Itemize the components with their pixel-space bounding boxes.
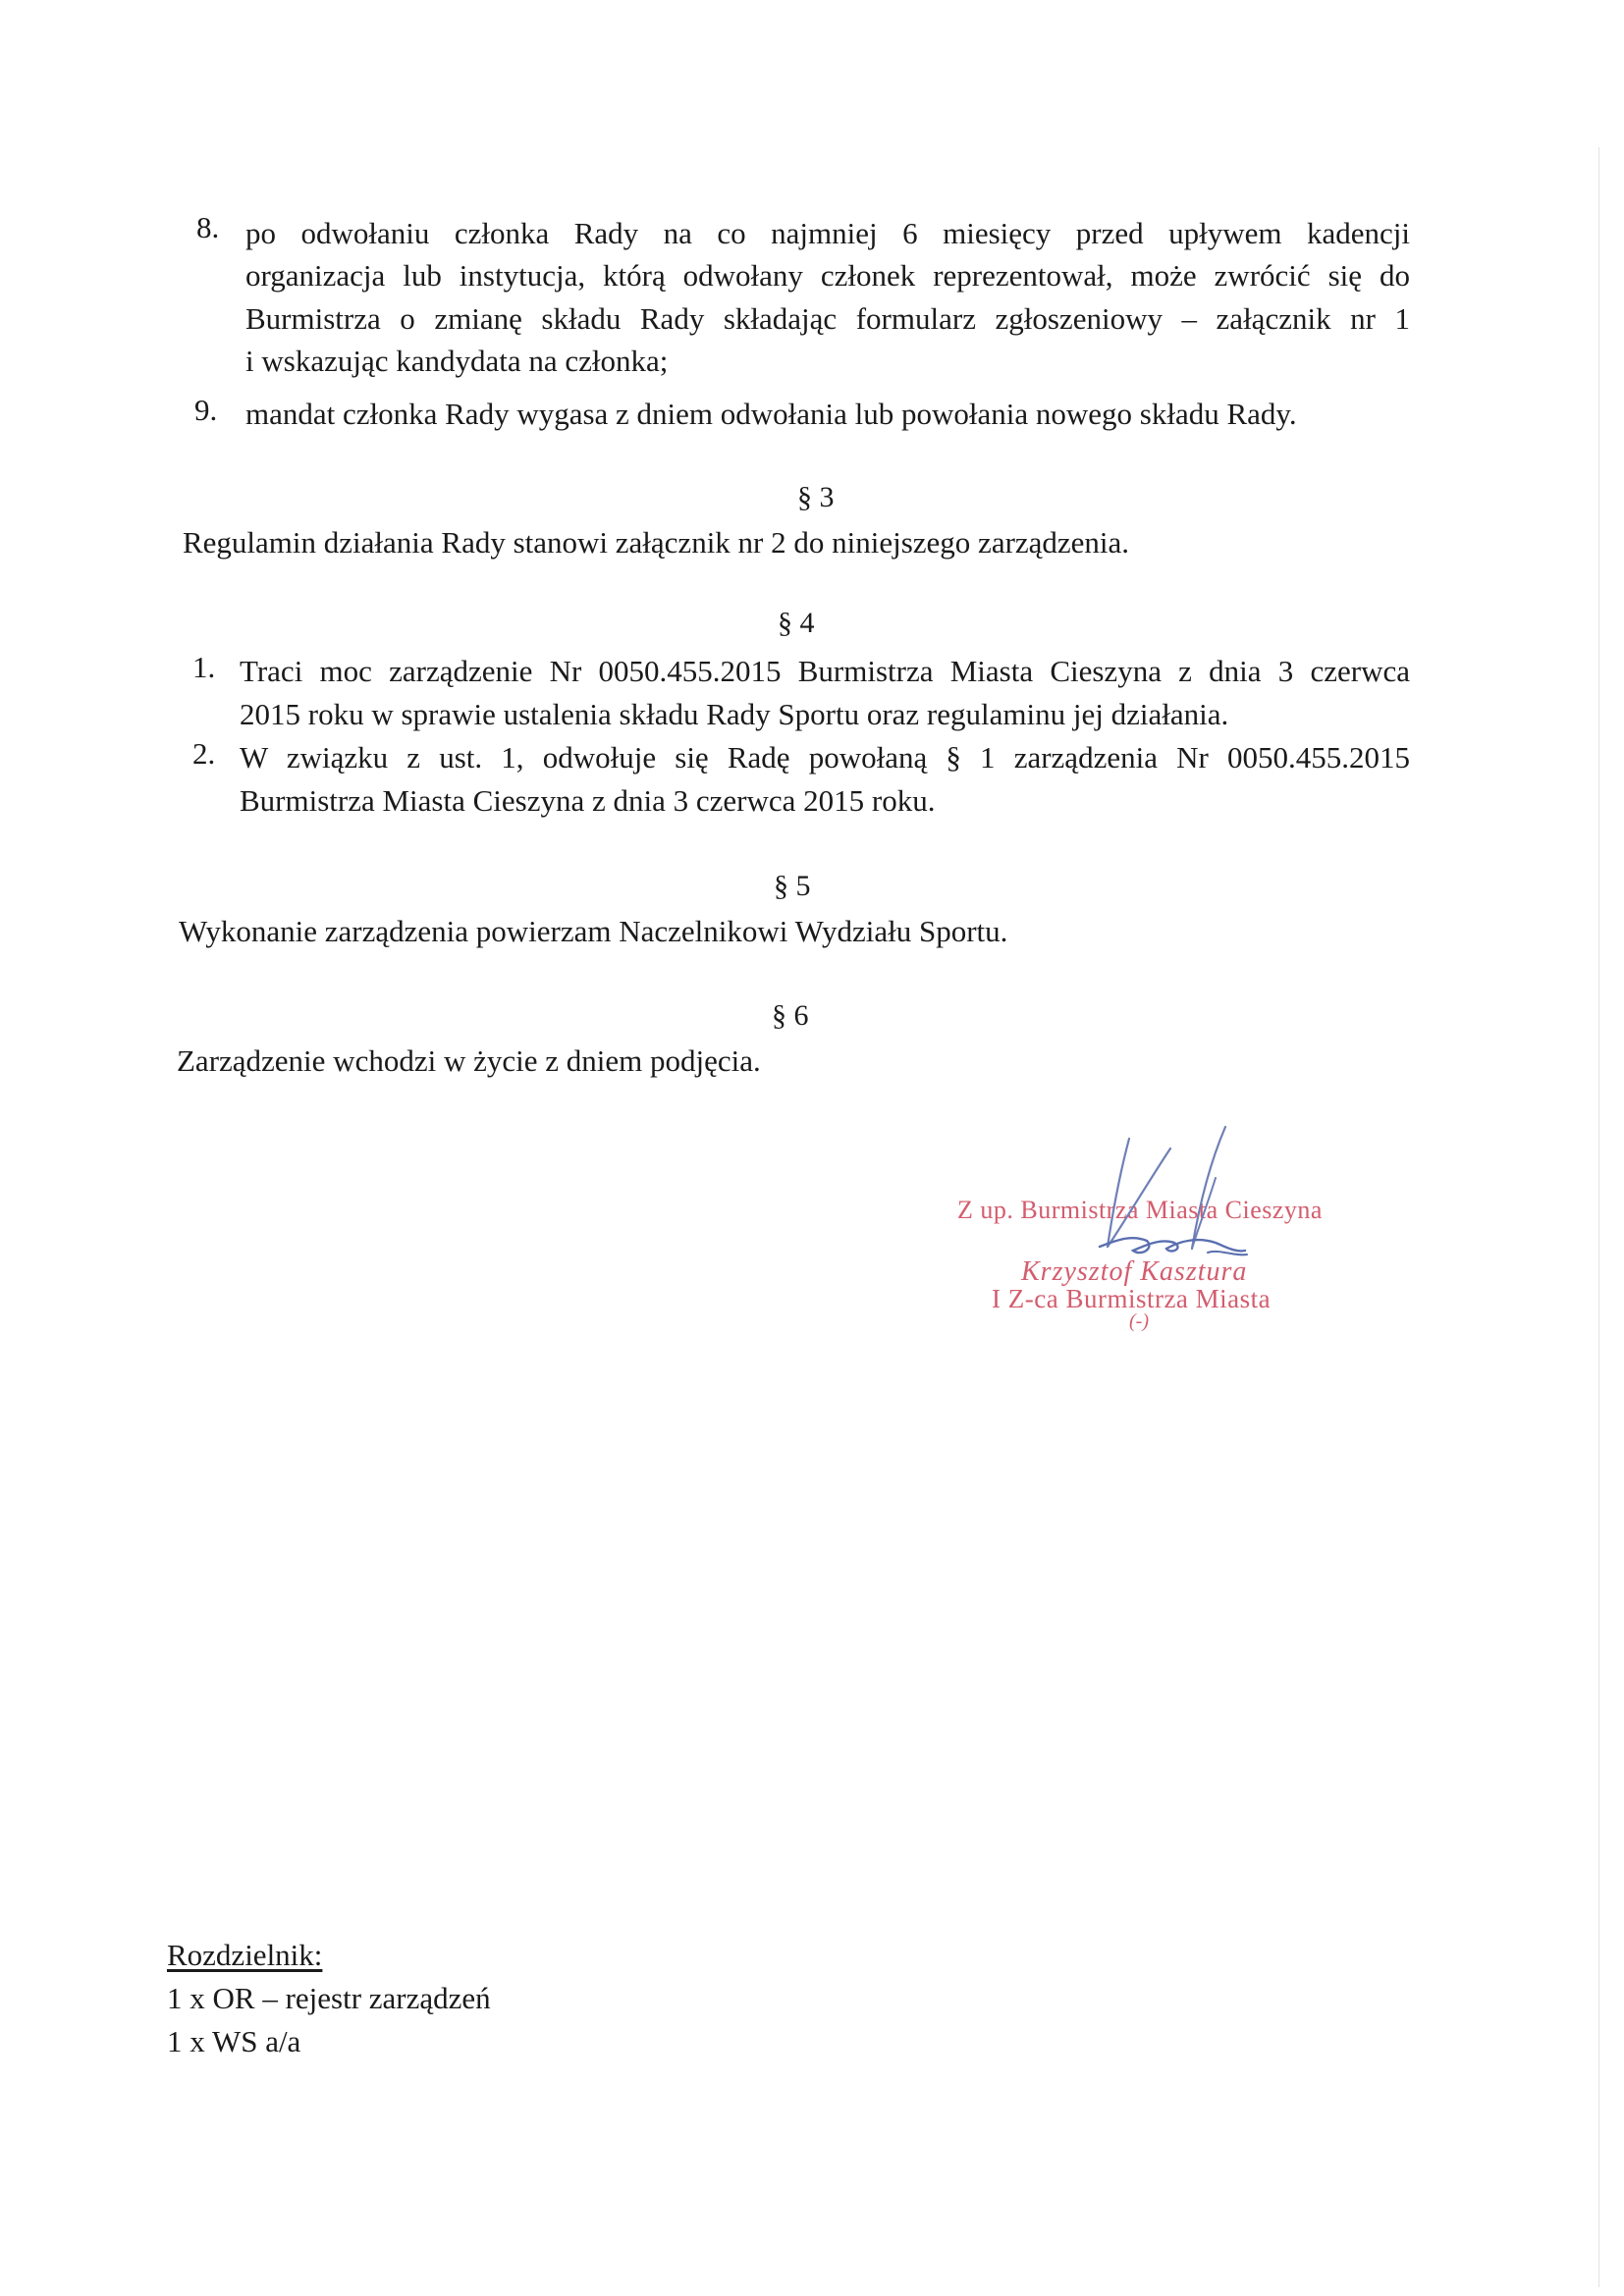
section-6-text: Zarządzenie wchodzi w życie z dniem podjęcia. [177, 1043, 761, 1078]
section-3-heading: § 3 [797, 481, 835, 513]
item-8-line-2: organizacja lub instytucja, którą odwołany członek reprezentował, może zwrócić się do [245, 258, 1410, 293]
distribution-item-2: 1 x WS a/a [167, 2024, 301, 2058]
item-8-number: 8. [196, 210, 220, 244]
stamp-title: I Z-ca Burmistrza Miasta [992, 1284, 1272, 1313]
section-4-item-2-line-2: Burmistrza Miasta Cieszyna z dnia 3 czerwca 2015 roku. [240, 783, 936, 818]
section-5-heading: § 5 [774, 870, 811, 902]
section-4-item-1-line-1: Traci moc zarządzenie Nr 0050.455.2015 Burmistrza Miasta Cieszyna z dnia 3 czerwca [240, 654, 1410, 688]
handwritten-signature [1060, 1119, 1286, 1276]
item-8-line-3: Burmistrza o zmianę składu Rady składając formularz zgłoszeniowy – załącznik nr 1 [245, 301, 1410, 336]
section-4-item-1-number: 1. [192, 650, 216, 684]
section-4-item-2-line-1: W związku z ust. 1, odwołuje się Radę powołaną § 1 zarządzenia Nr 0050.455.2015 [240, 740, 1410, 774]
stamp-mark: (-) [1129, 1310, 1149, 1332]
item-9-number: 9. [194, 393, 218, 427]
distribution-item-1: 1 x OR – rejestr zarządzeń [167, 1981, 491, 2015]
section-5-text: Wykonanie zarządzenia powierzam Naczelnikowi Wydziału Sportu. [179, 914, 1008, 948]
section-4-item-1-line-2: 2015 roku w sprawie ustalenia składu Rady Sportu oraz regulaminu jej działania. [240, 697, 1229, 731]
section-4-item-2-number: 2. [192, 736, 216, 771]
section-6-heading: § 6 [772, 999, 809, 1032]
item-8-line-4: i wskazując kandydata na członka; [245, 344, 669, 378]
section-3-text: Regulamin działania Rady stanowi załącznik nr 2 do niniejszego zarządzenia. [183, 525, 1130, 560]
section-4-heading: § 4 [778, 607, 815, 639]
distribution-heading: Rozdzielnik: [167, 1938, 323, 1972]
item-8-line-1: po odwołaniu członka Rady na co najmniej 6 miesięcy przed upływem kadencji [245, 216, 1410, 250]
item-9-text: mandat członka Rady wygasa z dniem odwołania lub powołania nowego składu Rady. [245, 397, 1297, 431]
stamp-name: Krzysztof Kasztura [1021, 1256, 1248, 1287]
page-edge-line [1598, 147, 1599, 2287]
stamp-line-1: Z up. Burmistrza Miasta Cieszyna [957, 1196, 1323, 1224]
